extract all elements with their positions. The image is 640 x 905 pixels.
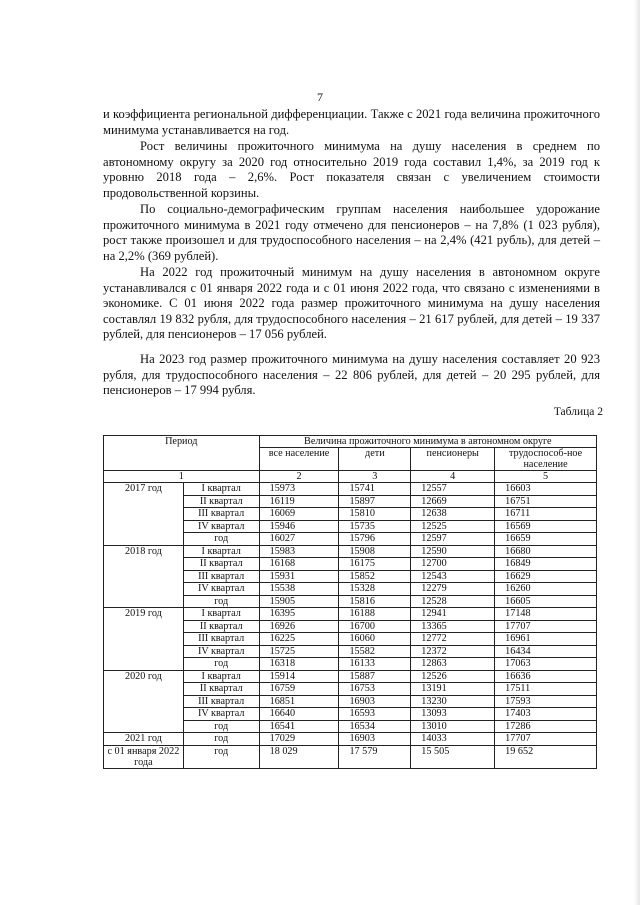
value-cell: 12526 [411, 670, 495, 683]
value-cell: 15538 [259, 583, 339, 596]
value-cell: 13230 [411, 695, 495, 708]
header-col-all: все население [259, 448, 339, 471]
value-cell: 16659 [495, 533, 597, 546]
paragraph-4: На 2022 год прожиточный минимум на душу населения в автономном округе устанавливался с 01 января 2022 года и с 01 июня 2022 года, что связано с изменениями в экономике. С 01 июня 2022 года размер прожиточного минимума на душу населения составлял 19 832 рубля, для трудоспособного населения – 21 617 рублей, для детей – 19 337 рублей, для пенсионеров – 17 056 рублей. [103, 265, 600, 342]
year-cell: 2019 год [104, 608, 184, 671]
value-cell: 12525 [411, 520, 495, 533]
value-cell: 15816 [339, 595, 411, 608]
value-cell: 16903 [339, 733, 411, 746]
year-cell: 2021 год [104, 733, 184, 746]
value-cell: 16175 [339, 558, 411, 571]
value-cell: 15735 [339, 520, 411, 533]
period-cell: год [183, 745, 259, 768]
value-cell: 17 579 [339, 745, 411, 768]
period-cell: IV квартал [183, 520, 259, 533]
period-cell: год [183, 733, 259, 746]
value-cell: 16569 [495, 520, 597, 533]
period-cell: год [183, 533, 259, 546]
value-cell: 16603 [495, 483, 597, 496]
value-cell: 16168 [259, 558, 339, 571]
year-cell: с 01 января 2022 года [104, 745, 184, 768]
value-cell: 19 652 [495, 745, 597, 768]
period-cell: IV квартал [183, 583, 259, 596]
value-cell: 12700 [411, 558, 495, 571]
value-cell: 17511 [495, 683, 597, 696]
value-cell: 16851 [259, 695, 339, 708]
header-num-5: 5 [495, 471, 597, 483]
value-cell: 13093 [411, 708, 495, 721]
table-row [104, 670, 597, 683]
value-cell: 16605 [495, 595, 597, 608]
value-cell: 16060 [339, 633, 411, 646]
value-cell: 16753 [339, 683, 411, 696]
value-cell: 15852 [339, 570, 411, 583]
period-cell: год [183, 595, 259, 608]
value-cell: 12543 [411, 570, 495, 583]
value-cell: 17029 [259, 733, 339, 746]
value-cell: 16680 [495, 545, 597, 558]
value-cell: 17593 [495, 695, 597, 708]
value-cell: 16225 [259, 633, 339, 646]
value-cell: 16133 [339, 658, 411, 671]
value-cell: 15810 [339, 508, 411, 521]
period-cell: II квартал [183, 620, 259, 633]
table-body [104, 483, 597, 769]
value-cell: 16395 [259, 608, 339, 621]
period-cell: III квартал [183, 508, 259, 521]
subsistence-minimum-table [103, 435, 597, 769]
table-row [104, 608, 597, 621]
value-cell: 12863 [411, 658, 495, 671]
table-caption: Таблица 2 [553, 406, 603, 418]
period-cell: год [183, 720, 259, 733]
period-cell: II квартал [183, 495, 259, 508]
value-cell: 12279 [411, 583, 495, 596]
value-cell: 12597 [411, 533, 495, 546]
value-cell: 17707 [495, 733, 597, 746]
value-cell: 15582 [339, 645, 411, 658]
value-cell: 17403 [495, 708, 597, 721]
value-cell: 16027 [259, 533, 339, 546]
value-cell: 15914 [259, 670, 339, 683]
header-col-working: трудоспособ-ное население [495, 448, 597, 471]
value-cell: 15946 [259, 520, 339, 533]
value-cell: 12669 [411, 495, 495, 508]
value-cell: 12638 [411, 508, 495, 521]
period-cell: II квартал [183, 683, 259, 696]
value-cell: 13191 [411, 683, 495, 696]
value-cell: 13365 [411, 620, 495, 633]
value-cell: 16849 [495, 558, 597, 571]
value-cell: 15887 [339, 670, 411, 683]
header-period: Период [104, 436, 260, 471]
value-cell: 15983 [259, 545, 339, 558]
value-cell: 16640 [259, 708, 339, 721]
table-row [104, 483, 597, 496]
header-col-pensioners: пенсионеры [411, 448, 495, 471]
table-row [104, 545, 597, 558]
value-cell: 16629 [495, 570, 597, 583]
value-cell: 15897 [339, 495, 411, 508]
year-cell: 2017 год [104, 483, 184, 546]
value-cell: 16541 [259, 720, 339, 733]
period-cell: I квартал [183, 545, 259, 558]
year-cell: 2018 год [104, 545, 184, 608]
period-cell: I квартал [183, 483, 259, 496]
page-edge [634, 0, 640, 905]
value-cell: 15 505 [411, 745, 495, 768]
value-cell: 12557 [411, 483, 495, 496]
header-group: Величина прожиточного минимума в автономном округе [259, 436, 596, 448]
value-cell: 12772 [411, 633, 495, 646]
value-cell: 15796 [339, 533, 411, 546]
value-cell: 17286 [495, 720, 597, 733]
value-cell: 16318 [259, 658, 339, 671]
value-cell: 13010 [411, 720, 495, 733]
period-cell: I квартал [183, 608, 259, 621]
value-cell: 16069 [259, 508, 339, 521]
value-cell: 12941 [411, 608, 495, 621]
paragraph-2: Рост величины прожиточного минимума на душу населения в среднем по автономному округу за 2020 год относительно 2019 года составил 1,4%, за 2019 год к уровню 2018 года – 2,6%. Рост показателя связан с увеличением стоимости продовольственной корзины. [103, 139, 600, 200]
period-cell: IV квартал [183, 708, 259, 721]
header-num-2: 2 [259, 471, 339, 483]
value-cell: 16711 [495, 508, 597, 521]
header-num-4: 4 [411, 471, 495, 483]
value-cell: 17707 [495, 620, 597, 633]
table-row [104, 733, 597, 746]
period-cell: III квартал [183, 570, 259, 583]
value-cell: 16961 [495, 633, 597, 646]
value-cell: 16751 [495, 495, 597, 508]
value-cell: 12590 [411, 545, 495, 558]
year-cell: 2020 год [104, 670, 184, 733]
value-cell: 16759 [259, 683, 339, 696]
period-cell: I квартал [183, 670, 259, 683]
period-cell: II квартал [183, 558, 259, 571]
period-cell: год [183, 658, 259, 671]
value-cell: 14033 [411, 733, 495, 746]
value-cell: 16188 [339, 608, 411, 621]
value-cell: 12528 [411, 595, 495, 608]
value-cell: 16926 [259, 620, 339, 633]
header-num-3: 3 [339, 471, 411, 483]
value-cell: 16593 [339, 708, 411, 721]
value-cell: 17063 [495, 658, 597, 671]
value-cell: 16636 [495, 670, 597, 683]
value-cell: 15908 [339, 545, 411, 558]
header-col-children: дети [339, 448, 411, 471]
value-cell: 16260 [495, 583, 597, 596]
period-cell: IV квартал [183, 645, 259, 658]
value-cell: 16903 [339, 695, 411, 708]
value-cell: 15931 [259, 570, 339, 583]
value-cell: 15725 [259, 645, 339, 658]
paragraph-3: По социально-демографическим группам населения наибольшее удорожание прожиточного минимума в 2021 году отмечено для пенсионеров – на 7,8% (1 023 рубля), рост также произошел и для трудоспособного населения – на 2,4% (421 рубль), для детей – на 2,2% (369 рублей). [103, 202, 600, 263]
value-cell: 16434 [495, 645, 597, 658]
value-cell: 17148 [495, 608, 597, 621]
value-cell: 16534 [339, 720, 411, 733]
value-cell: 16700 [339, 620, 411, 633]
page-number: 7 [317, 90, 323, 104]
period-cell: III квартал [183, 633, 259, 646]
period-cell: III квартал [183, 695, 259, 708]
value-cell: 18 029 [259, 745, 339, 768]
value-cell: 15328 [339, 583, 411, 596]
value-cell: 15741 [339, 483, 411, 496]
header-num-1: 1 [104, 471, 260, 483]
paragraph-1: и коэффициента региональной дифференциации. Также с 2021 года величина прожиточного минимума устанавливается на год. [103, 107, 600, 137]
value-cell: 15973 [259, 483, 339, 496]
value-cell: 16119 [259, 495, 339, 508]
paragraph-5: На 2023 год размер прожиточного минимума на душу населения составляет 20 923 рубля, для трудоспособного населения – 22 806 рублей, для детей – 20 295 рублей, для пенсионеров – 17 994 рубля. [103, 352, 600, 398]
value-cell: 12372 [411, 645, 495, 658]
value-cell: 15905 [259, 595, 339, 608]
table-row [104, 745, 597, 768]
